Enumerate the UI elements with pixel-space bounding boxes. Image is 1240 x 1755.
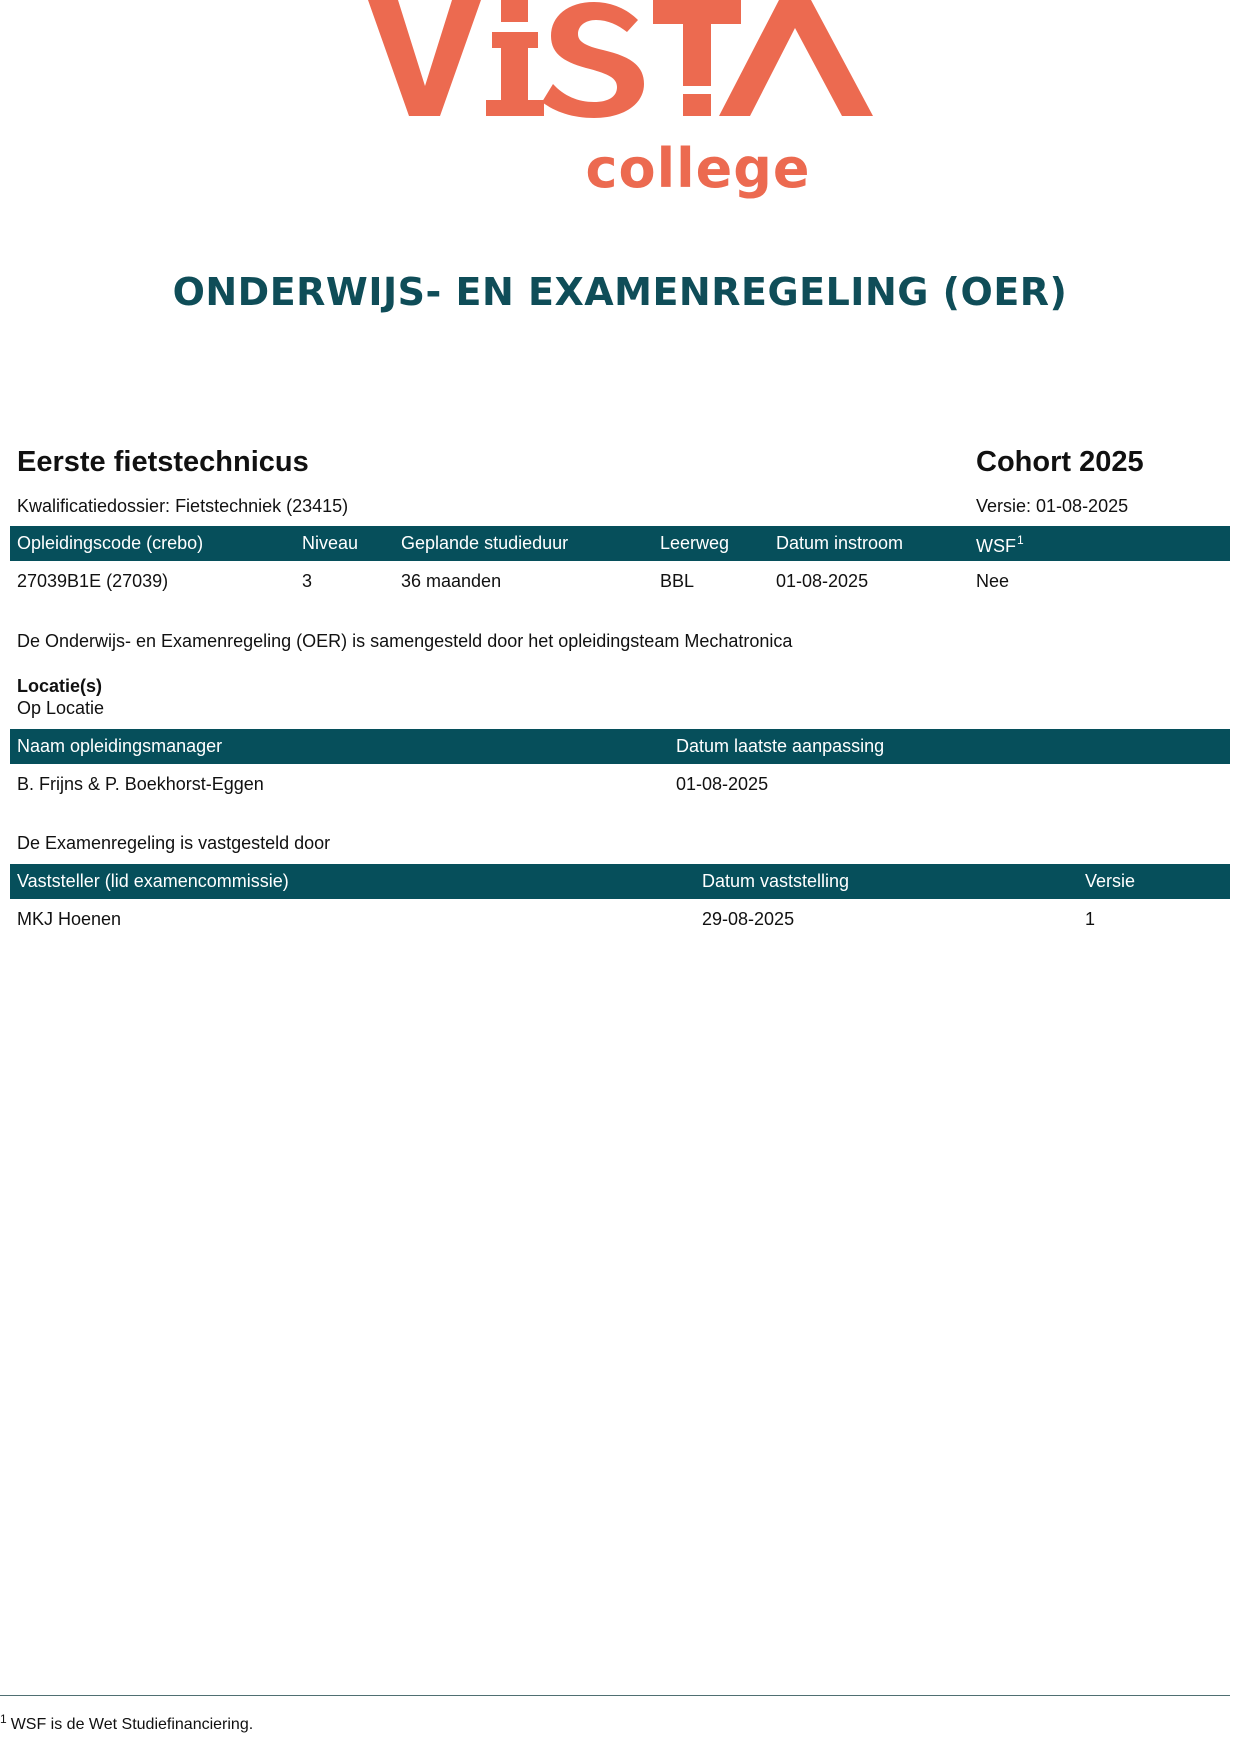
cell-path: BBL bbox=[660, 571, 695, 591]
cell-last-modified: 01-08-2025 bbox=[676, 774, 769, 794]
header-assessor: Vaststeller (lid examencommissie) bbox=[17, 871, 289, 891]
exam-text: De Examenregeling is vastgesteld door bbox=[17, 833, 331, 853]
vista-college-logo-graphic bbox=[368, 0, 873, 210]
cell-assessment-date: 29-08-2025 bbox=[702, 909, 795, 929]
exam-table-header bbox=[10, 864, 1230, 899]
footnote-text: WSF is de Wet Studiefinanciering. bbox=[10, 1716, 254, 1733]
logo-college-text: college bbox=[585, 137, 811, 200]
cell-intake: 01-08-2025 bbox=[776, 571, 869, 591]
locations-value: Op Locatie bbox=[17, 698, 105, 718]
version-date: Versie: 01-08-2025 bbox=[976, 496, 1129, 516]
header-manager-name: Naam opleidingsmanager bbox=[17, 736, 223, 756]
header-version: Versie bbox=[1085, 871, 1136, 891]
document-title: ONDERWIJS- EN EXAMENREGELING (OER) bbox=[172, 270, 1068, 314]
cell-wsf: Nee bbox=[976, 571, 1010, 591]
header-duration: Geplande studieduur bbox=[401, 533, 569, 553]
cell-version: 1 bbox=[1085, 909, 1096, 929]
cell-code: 27039B1E (27039) bbox=[17, 571, 169, 591]
manager-table-header bbox=[10, 729, 1230, 764]
header-wsf bbox=[976, 533, 1024, 557]
header-code: Opleidingscode (crebo) bbox=[17, 533, 204, 553]
footnote-divider bbox=[0, 1695, 1230, 1696]
footnote-marker: 1 bbox=[0, 1712, 7, 1726]
cell-assessor: MKJ Hoenen bbox=[17, 909, 122, 929]
vista-college-logo bbox=[368, 0, 873, 210]
cohort-label: Cohort 2025 bbox=[976, 446, 1144, 478]
header-wsf-label: WSF bbox=[976, 536, 1016, 556]
cell-manager-name: B. Frijns & P. Boekhorst-Eggen bbox=[17, 774, 264, 794]
program-table-header bbox=[10, 526, 1230, 561]
composition-text: De Onderwijs- en Examenregeling (OER) is samengesteld door het opleidingsteam Mechatronica bbox=[17, 631, 793, 651]
header-intake: Datum instroom bbox=[776, 533, 904, 553]
program-name: Eerste fietstechnicus bbox=[17, 446, 309, 478]
footnote bbox=[0, 1712, 253, 1734]
cell-duration: 36 maanden bbox=[401, 571, 502, 591]
header-path: Leerweg bbox=[660, 533, 730, 553]
wsf-footnote-ref[interactable]: 1 bbox=[1017, 533, 1024, 547]
locations-label: Locatie(s) bbox=[17, 676, 103, 696]
header-assessment-date: Datum vaststelling bbox=[702, 871, 850, 891]
header-level: Niveau bbox=[302, 533, 359, 553]
header-last-modified: Datum laatste aanpassing bbox=[676, 736, 885, 756]
cell-level: 3 bbox=[302, 571, 313, 591]
qualification-dossier: Kwalificatiedossier: Fietstechniek (23415) bbox=[17, 496, 349, 516]
